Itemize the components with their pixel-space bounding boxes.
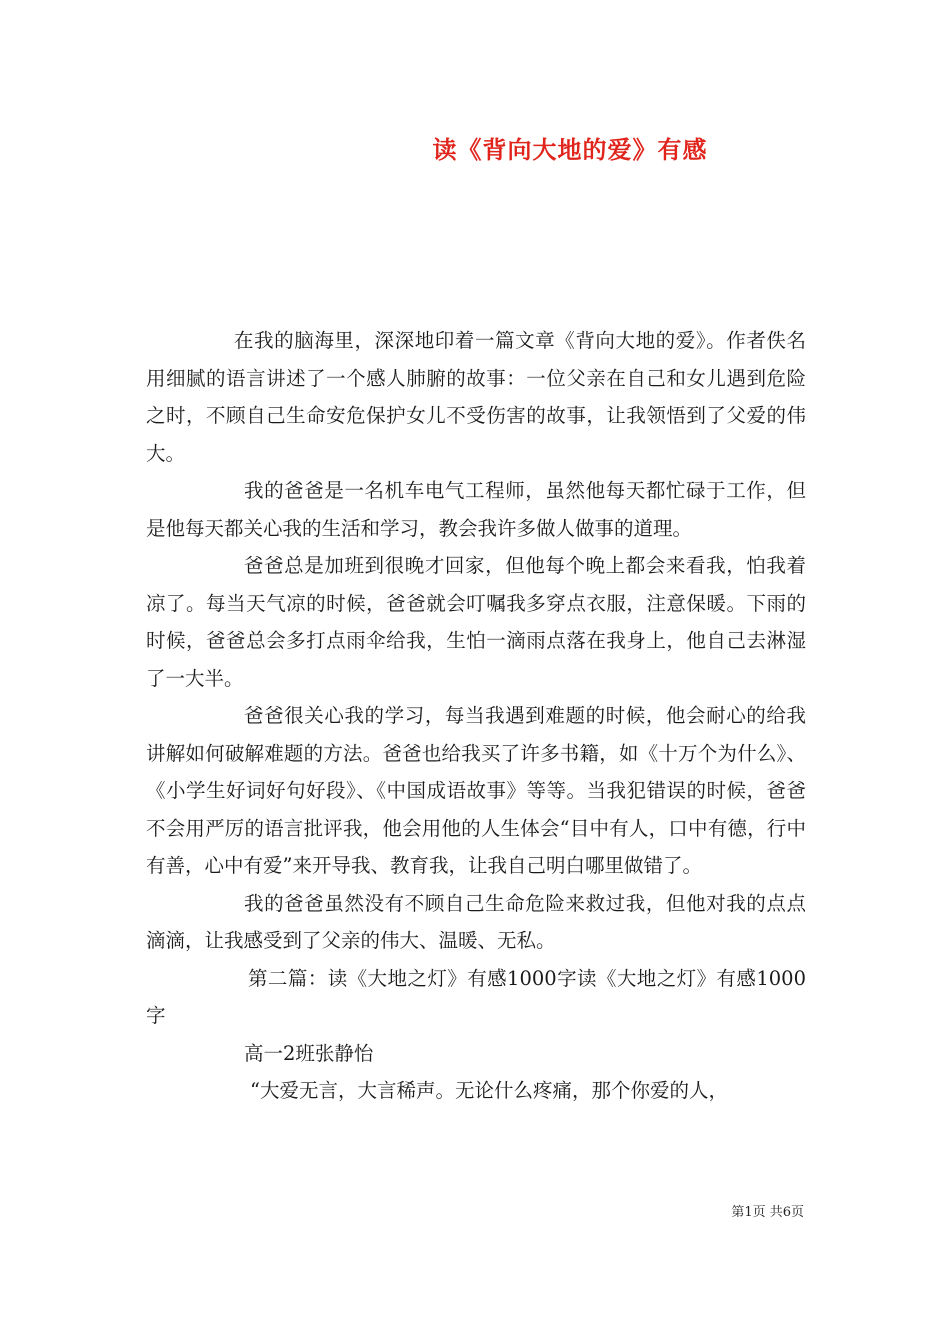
document-title: 读《背向大地的爱》有感 (432, 135, 708, 164)
paragraph: 爸爸很关心我的学习，每当我遇到难题的时候，他会耐心的给我讲解如何破解难题的方法。爸爸也给我买了许多书籍，如《十万个为什么》、《小学生好词好句好段》、《中国成语故事》等等。当我犯错误的时候，爸爸不会用严厉的语言批评我，他会用他的人生体会“目中有人，口中有德，行中有善，心中有爱”来开导我、教育我，让我自己明白哪里做错了。 (146, 704, 806, 877)
page-number: 第1页 共6页 (731, 1205, 804, 1220)
paragraph: 我的爸爸虽然没有不顾自己生命危险来救过我，但他对我的点点滴滴，让我感受到了父亲的伟大、温暖、无私。 (146, 891, 806, 952)
paragraph: 在我的脑海里，深深地印着一篇文章《背向大地的爱》。作者佚名用细腻的语言讲述了一个感人肺腑的故事：一位父亲在自己和女儿遇到危险之时，不顾自己生命安危保护女儿不受伤害的故事，让我领悟到了父爱的伟大。 (146, 329, 806, 465)
author-line: 高一2班张静怡 (244, 1041, 374, 1065)
paragraph: 爸爸总是加班到很晚才回家，但他每个晚上都会来看我，怕我着凉了。每当天气凉的时候，爸爸就会叮嘱我多穿点衣服，注意保暖。下雨的时候，爸爸总会多打点雨伞给我，生怕一滴雨点落在我身上，他自己去淋湿了一大半。 (146, 554, 806, 690)
paragraph: 我的爸爸是一名机车电气工程师，虽然他每天都忙碌于工作，但是他每天都关心我的生活和学习，教会我许多做人做事的道理。 (146, 479, 806, 540)
document-body (146, 322, 806, 1110)
section-heading: 第二篇：读《大地之灯》有感1000字读《大地之灯》有感1000字 (146, 966, 806, 1027)
paragraph: “大爱无言，大言稀声。无论什么疼痛，那个你爱的人， (250, 1079, 728, 1102)
